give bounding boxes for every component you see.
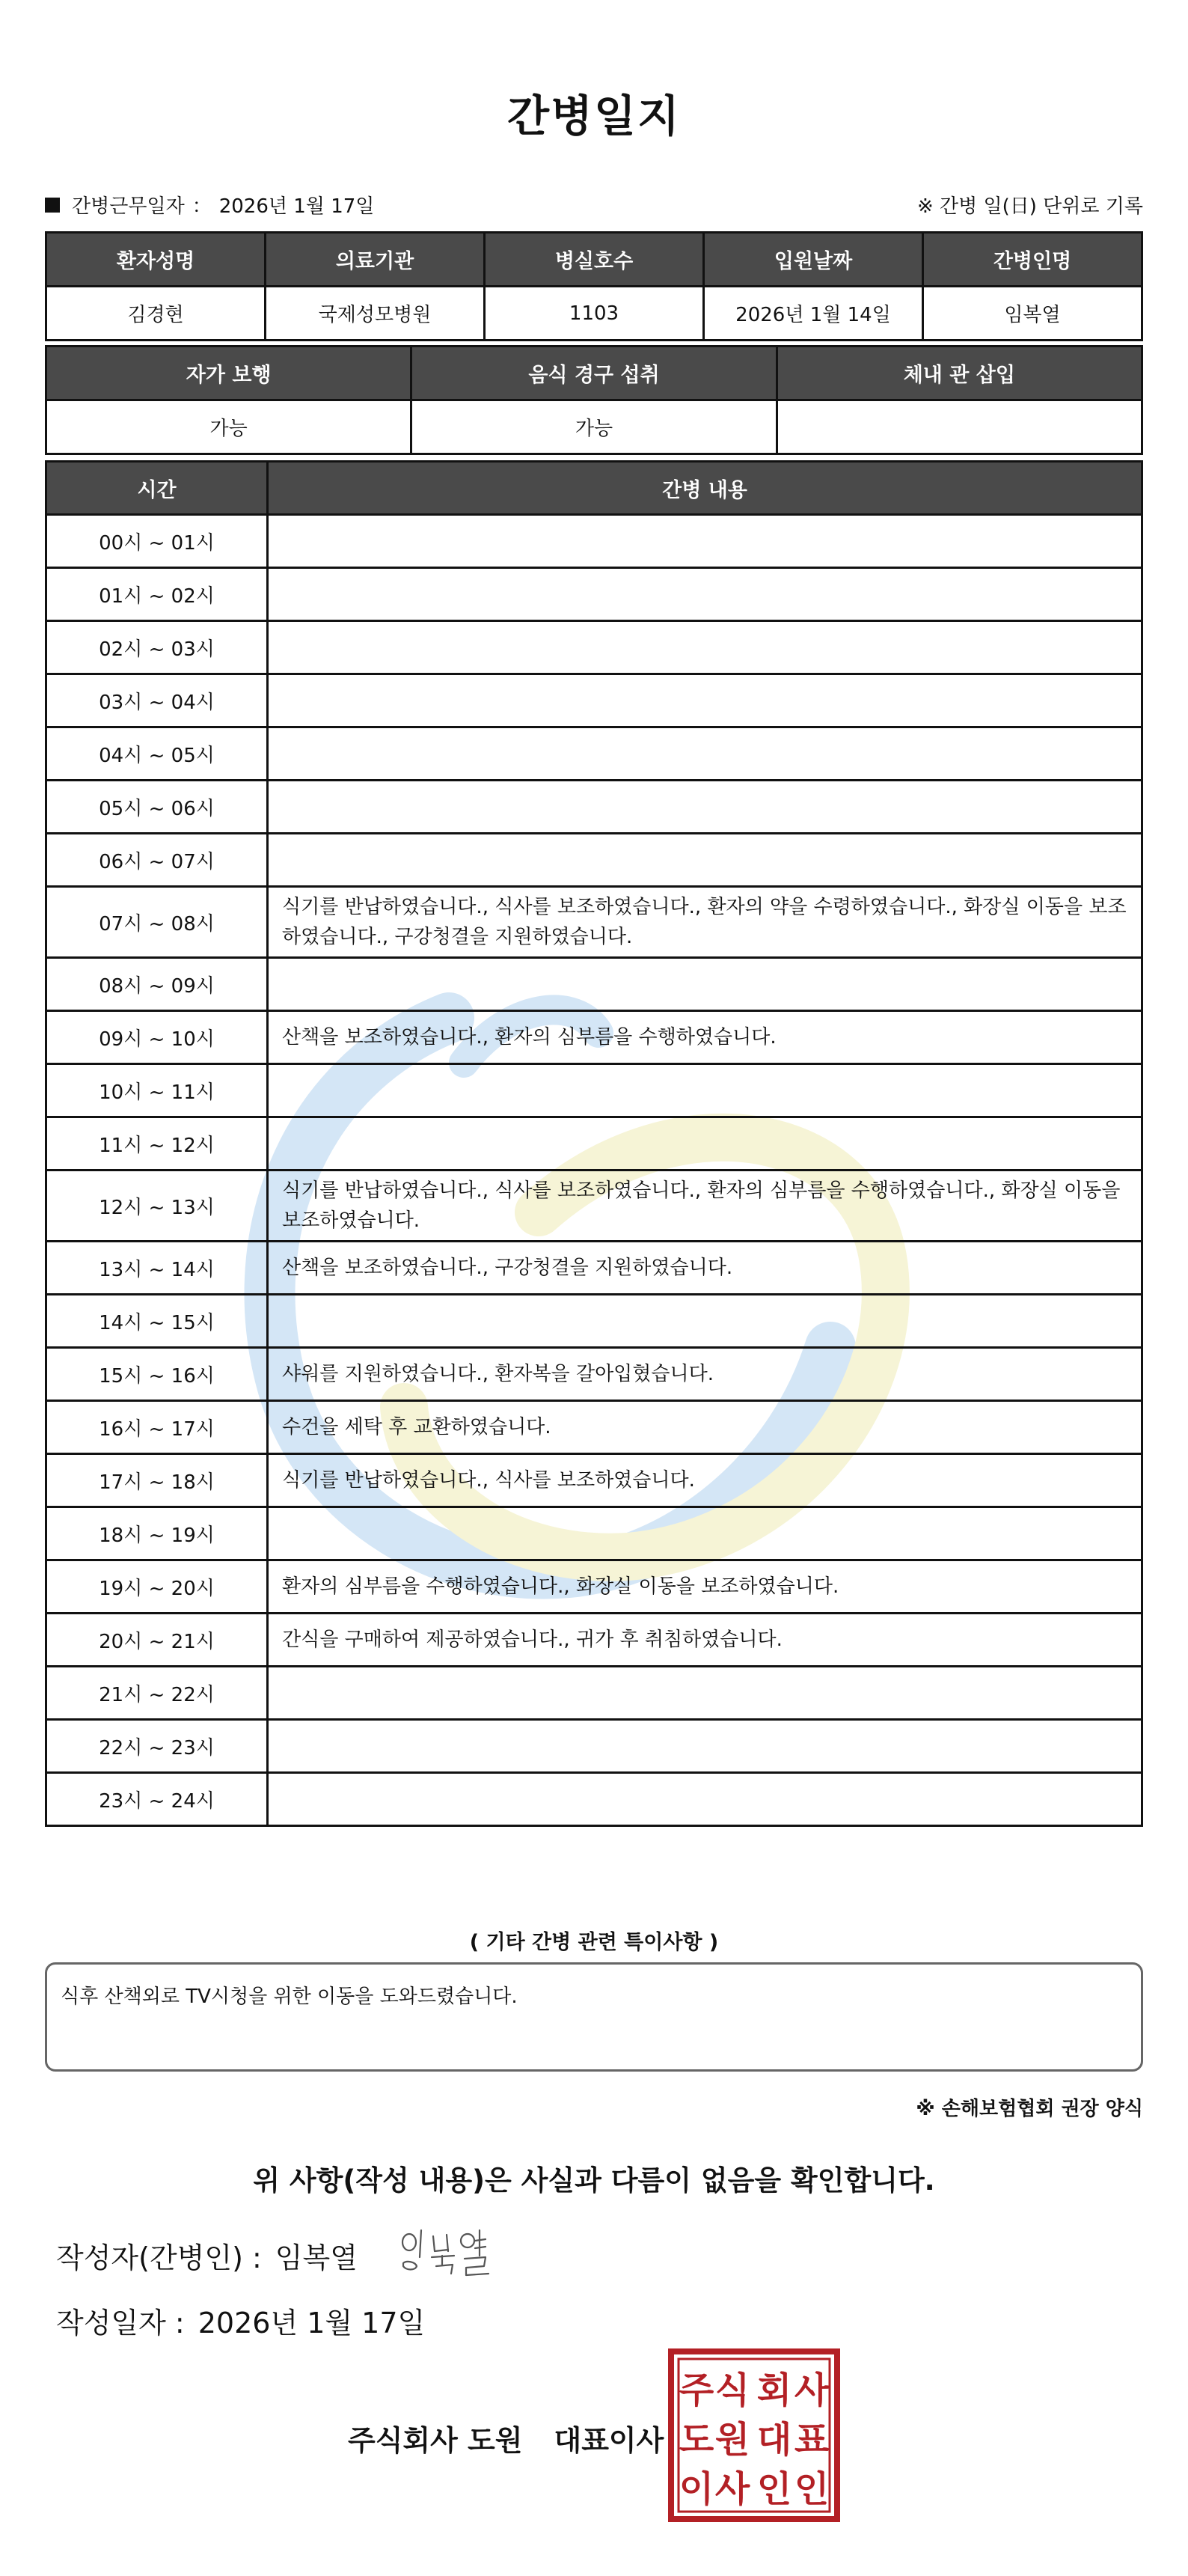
- care-content-cell: [268, 1117, 1142, 1171]
- table-row: [46, 958, 1142, 1011]
- written-date-label: 작성일자 :: [56, 2307, 185, 2340]
- hospital: 국제성모병원: [266, 287, 485, 341]
- tube-insertion-value: [777, 400, 1142, 454]
- time-cell: 06시 ~ 07시: [46, 834, 268, 887]
- table-row: [46, 1011, 1142, 1064]
- table-row: [46, 1667, 1142, 1720]
- self-walking-value: 가능: [46, 400, 411, 454]
- care-content-cell: 수건을 세탁 후 교환하였습니다.: [268, 1401, 1142, 1454]
- notes-text: 식후 산책외로 TV시청을 위한 이동을 도와드렸습니다.: [61, 1986, 518, 2008]
- table-row: [46, 515, 1142, 568]
- recommendation-note: ※ 손해보험협회 권장 양식: [916, 2098, 1143, 2120]
- handwritten-signature: [393, 2221, 505, 2281]
- care-content-cell: [268, 1720, 1142, 1773]
- care-content-cell: [268, 674, 1142, 727]
- care-content-cell: 식기를 반납하였습니다., 식사를 보조하였습니다., 환자의 심부름을 수행하였습니다., 화장실 이동을 보조하였습니다.: [268, 1171, 1142, 1242]
- time-cell: 16시 ~ 17시: [46, 1401, 268, 1454]
- time-cell: 17시 ~ 18시: [46, 1454, 268, 1507]
- care-content-cell: [268, 1507, 1142, 1560]
- written-date-row: [56, 2300, 425, 2341]
- care-content-cell: [268, 1773, 1142, 1826]
- svg-text:도: 도: [679, 2419, 714, 2461]
- care-content-cell: [268, 1667, 1142, 1720]
- time-cell: 02시 ~ 03시: [46, 621, 268, 674]
- work-date-label: 간병근무일자: [72, 195, 185, 218]
- table-row: [46, 1614, 1142, 1667]
- notes-section-title: ( 기타 간병 관련 특이사항 ): [469, 1931, 719, 1954]
- table-row: [46, 1507, 1142, 1560]
- table-row: [46, 1117, 1142, 1171]
- table-row: [46, 1401, 1142, 1454]
- care-content-cell: [268, 568, 1142, 621]
- table-row: [46, 1171, 1142, 1242]
- header-admission-date: 입원날짜: [704, 233, 923, 287]
- table-row: [46, 1242, 1142, 1295]
- time-cell: 15시 ~ 16시: [46, 1348, 268, 1401]
- company-row: [348, 2417, 664, 2459]
- company-title: 대표이사: [554, 2424, 664, 2457]
- time-cell: 10시 ~ 11시: [46, 1064, 268, 1117]
- header-time: 시간: [46, 462, 268, 515]
- svg-text:사: 사: [714, 2468, 750, 2510]
- time-cell: 09시 ~ 10시: [46, 1011, 268, 1064]
- table-row: [46, 834, 1142, 887]
- oral-intake-value: 가능: [411, 400, 777, 454]
- caregiver-name: 임복열: [923, 287, 1142, 341]
- header-hospital: 의료기관: [266, 233, 485, 287]
- confirmation-statement: 위 사항(작성 내용)은 사실과 다름이 없음을 확인합니다.: [253, 2164, 935, 2197]
- time-cell: 08시 ~ 09시: [46, 958, 268, 1011]
- table-row: [46, 1720, 1142, 1773]
- svg-text:인: 인: [794, 2468, 830, 2510]
- time-cell: 05시 ~ 06시: [46, 781, 268, 834]
- svg-text:대: 대: [756, 2419, 792, 2461]
- time-cell: 23시 ~ 24시: [46, 1773, 268, 1826]
- writer-name: 임복열: [275, 2241, 358, 2274]
- time-cell: 21시 ~ 22시: [46, 1667, 268, 1720]
- header-oral-intake: 음식 경구 섭취: [411, 347, 777, 400]
- company-name: 주식회사 도원: [348, 2424, 523, 2457]
- time-cell: 18시 ~ 19시: [46, 1507, 268, 1560]
- time-cell: 14시 ~ 15시: [46, 1295, 268, 1348]
- time-cell: 07시 ~ 08시: [46, 887, 268, 958]
- company-seal: [668, 2348, 840, 2522]
- header-self-walking: 자가 보행: [46, 347, 411, 400]
- table-row: [46, 1773, 1142, 1826]
- work-date-separator: ：: [192, 195, 212, 218]
- time-cell: 13시 ~ 14시: [46, 1242, 268, 1295]
- svg-text:표: 표: [794, 2419, 830, 2461]
- care-content-cell: [268, 621, 1142, 674]
- table-row: [46, 727, 1142, 781]
- care-content-cell: [268, 958, 1142, 1011]
- care-content-cell: 샤워를 지원하였습니다., 환자복을 갈아입혔습니다.: [268, 1348, 1142, 1401]
- unit-note: ※ 간병 일(日) 단위로 기록: [916, 195, 1143, 218]
- time-cell: 20시 ~ 21시: [46, 1614, 268, 1667]
- table-row: [46, 1295, 1142, 1348]
- table-row: [46, 1454, 1142, 1507]
- work-date: [45, 191, 374, 219]
- writer-label: 작성자(간병인) :: [56, 2241, 262, 2274]
- svg-text:원: 원: [714, 2419, 750, 2461]
- care-log-table: [45, 460, 1143, 1827]
- care-content-cell: 식기를 반납하였습니다., 식사를 보조하였습니다., 환자의 약을 수령하였습니다., 화장실 이동을 보조하였습니다., 구강청결을 지원하였습니다.: [268, 887, 1142, 958]
- header-tube-insertion: 체내 관 삽입: [777, 347, 1142, 400]
- notes-box: [45, 1962, 1143, 2072]
- care-content-cell: [268, 1064, 1142, 1117]
- patient-info-table: [45, 231, 1143, 341]
- table-row: [46, 1348, 1142, 1401]
- time-cell: 22시 ~ 23시: [46, 1720, 268, 1773]
- svg-text:인: 인: [756, 2468, 792, 2510]
- care-content-cell: [268, 1295, 1142, 1348]
- table-row: [46, 621, 1142, 674]
- time-cell: 19시 ~ 20시: [46, 1560, 268, 1614]
- table-row: [46, 1064, 1142, 1117]
- care-content-cell: 식기를 반납하였습니다., 식사를 보조하였습니다.: [268, 1454, 1142, 1507]
- care-content-cell: [268, 515, 1142, 568]
- care-content-cell: 간식을 구매하여 제공하였습니다., 귀가 후 취침하였습니다.: [268, 1614, 1142, 1667]
- care-content-cell: 산책을 보조하였습니다., 환자의 심부름을 수행하였습니다.: [268, 1011, 1142, 1064]
- status-table: [45, 345, 1143, 455]
- work-date-value: 2026년 1월 17일: [218, 195, 375, 218]
- care-content-cell: 산책을 보조하였습니다., 구강청결을 지원하였습니다.: [268, 1242, 1142, 1295]
- time-cell: 00시 ~ 01시: [46, 515, 268, 568]
- header-room: 병실호수: [485, 233, 704, 287]
- time-cell: 03시 ~ 04시: [46, 674, 268, 727]
- document-title: 간병일지: [506, 91, 682, 141]
- patient-name: 김경현: [46, 287, 266, 341]
- care-content-cell: [268, 781, 1142, 834]
- header-patient-name: 환자성명: [46, 233, 266, 287]
- table-row: [46, 674, 1142, 727]
- svg-text:사: 사: [794, 2369, 830, 2411]
- care-content-cell: [268, 834, 1142, 887]
- time-cell: 04시 ~ 05시: [46, 727, 268, 781]
- room-number: 1103: [485, 287, 704, 341]
- svg-text:이: 이: [679, 2468, 714, 2510]
- writer-row: [56, 2235, 358, 2276]
- table-row: [46, 781, 1142, 834]
- meta-row: [45, 191, 1143, 221]
- svg-text:식: 식: [714, 2369, 750, 2411]
- header-caregiver-name: 간병인명: [923, 233, 1142, 287]
- time-cell: 12시 ~ 13시: [46, 1171, 268, 1242]
- time-cell: 01시 ~ 02시: [46, 568, 268, 621]
- time-cell: 11시 ~ 12시: [46, 1117, 268, 1171]
- svg-text:주: 주: [679, 2369, 714, 2411]
- care-content-cell: [268, 727, 1142, 781]
- square-bullet-icon: [45, 198, 60, 213]
- svg-text:회: 회: [756, 2369, 792, 2411]
- written-date-value: 2026년 1월 17일: [198, 2307, 426, 2340]
- care-content-cell: 환자의 심부름을 수행하였습니다., 화장실 이동을 보조하였습니다.: [268, 1560, 1142, 1614]
- table-row: [46, 887, 1142, 958]
- table-row: [46, 1560, 1142, 1614]
- table-row: [46, 568, 1142, 621]
- header-care-content: 간병 내용: [268, 462, 1142, 515]
- admission-date: 2026년 1월 14일: [704, 287, 923, 341]
